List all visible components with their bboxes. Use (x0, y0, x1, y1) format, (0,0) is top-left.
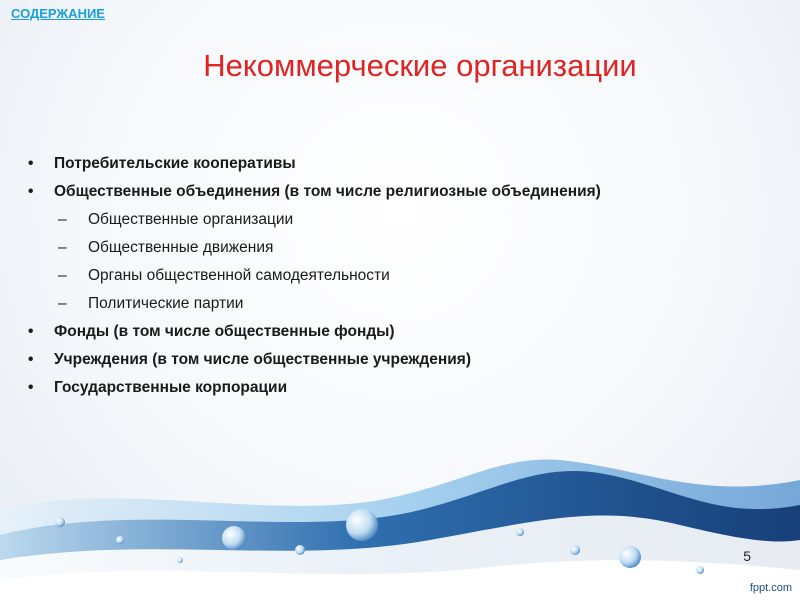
bullet-marker: • (28, 351, 34, 368)
brand-watermark: fppt.com (749, 582, 792, 594)
list-item-text: Общественные организации (88, 211, 294, 228)
list-subitem (28, 234, 768, 262)
list-item-text: Учреждения (в том числе общественные учреждения) (54, 351, 471, 368)
page-number: 5 (743, 548, 751, 564)
dash-marker: – (58, 267, 67, 284)
list-item (28, 346, 768, 374)
list-item-text: Политические партии (88, 295, 244, 312)
list-item-text: Органы общественной самодеятельности (88, 267, 390, 284)
slide-title: Некоммерческие организации (203, 48, 637, 83)
list-item-text: Потребительские кооперативы (54, 155, 296, 172)
list-item (28, 318, 768, 346)
bullet-marker: • (28, 379, 34, 396)
bullet-marker: • (28, 323, 34, 340)
list-subitem (28, 206, 768, 234)
list-item-text: Общественные объединения (в том числе религиозные объединения) (54, 183, 601, 200)
list-item-text: Общественные движения (88, 239, 274, 256)
water-wave-decoration (0, 440, 800, 600)
list-item (28, 374, 768, 402)
list-subitem (28, 262, 768, 290)
list-subitem (28, 290, 768, 318)
bullet-list (28, 150, 768, 402)
bullet-marker: • (28, 183, 34, 200)
toc-link[interactable]: СОДЕРЖАНИЕ (11, 6, 105, 21)
list-item (28, 178, 768, 206)
dash-marker: – (58, 295, 67, 312)
list-item (28, 150, 768, 178)
bullet-marker: • (28, 155, 34, 172)
dash-marker: – (58, 211, 67, 228)
list-item-text: Фонды (в том числе общественные фонды) (54, 323, 395, 340)
dash-marker: – (58, 239, 67, 256)
list-item-text: Государственные корпорации (54, 379, 288, 396)
